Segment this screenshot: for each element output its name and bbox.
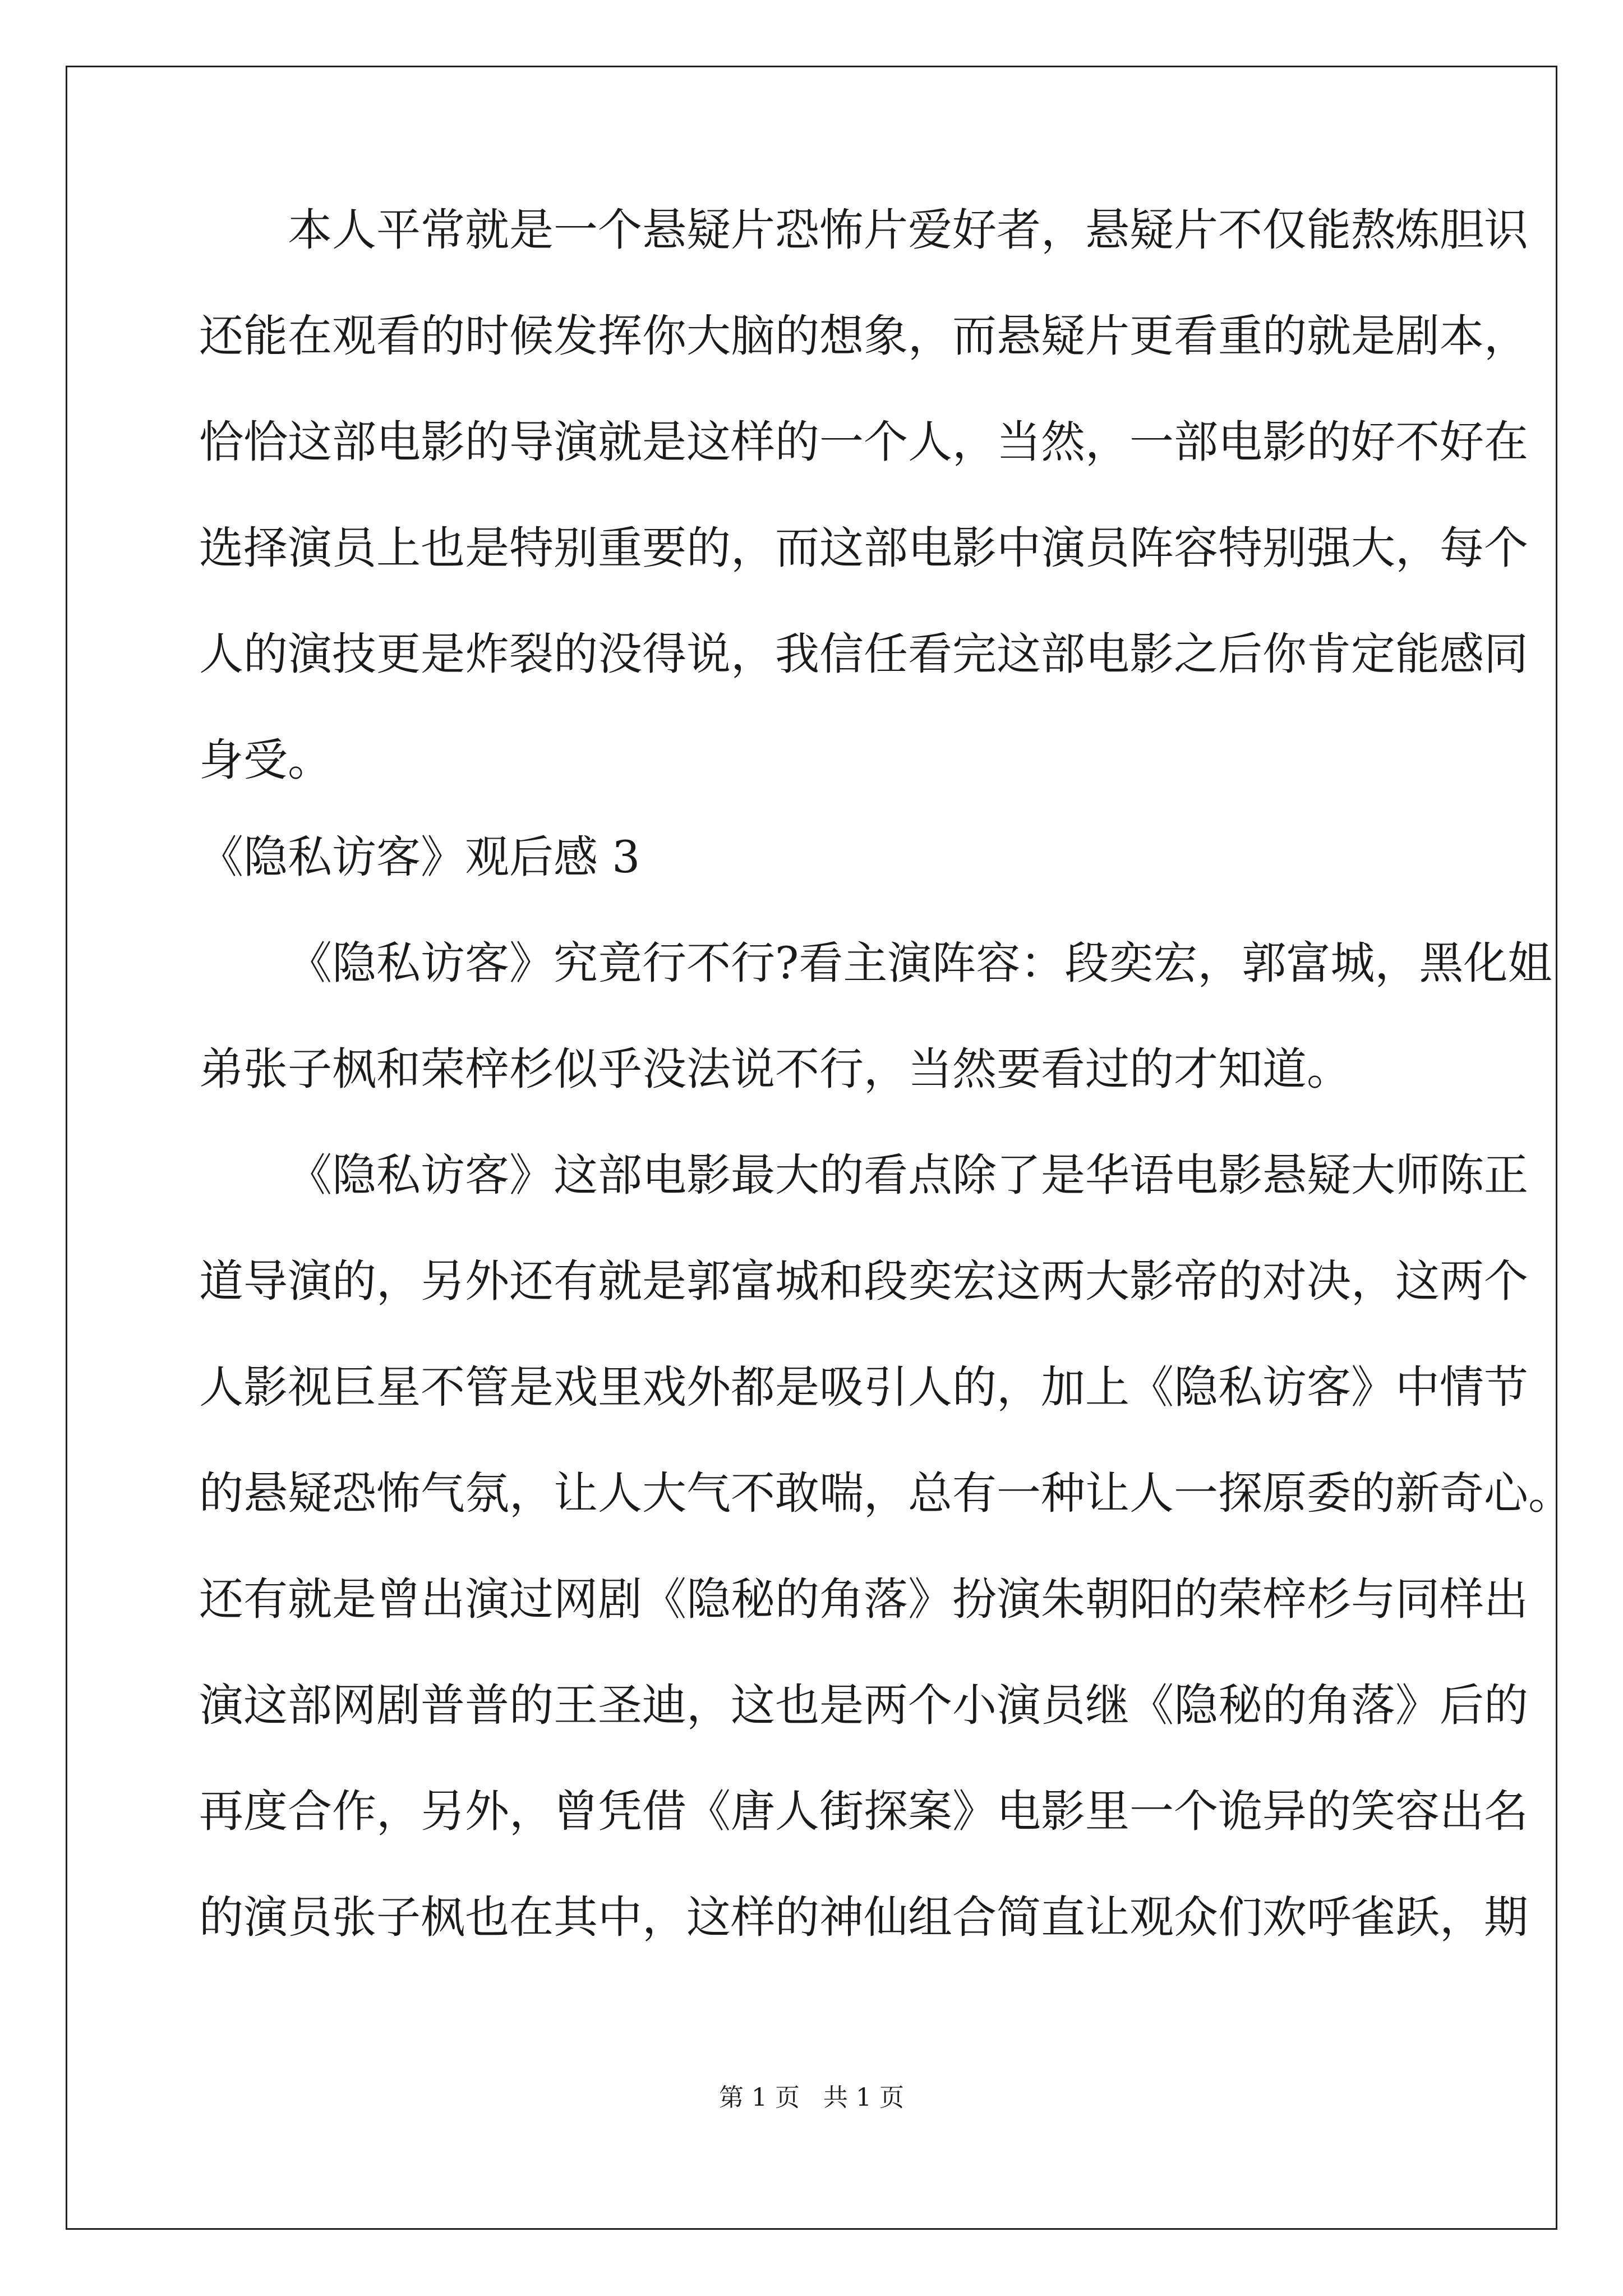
page-number-footer: 第 1 页 共 1 页 <box>719 2083 904 2112</box>
paragraph-3-line-3: 人影视巨星不管是戏里戏外都是吸引人的，加上《隐私访客》中情节 <box>199 1361 1528 1413</box>
paragraph-1-line-2: 还能在观看的时候发挥你大脑的想象，而悬疑片更看重的就是剧本， <box>199 310 1528 362</box>
paragraph-1-line-6: 身受。 <box>199 734 332 786</box>
paragraph-3-line-2: 道导演的，另外还有就是郭富城和段奕宏这两大影帝的对决，这两个 <box>199 1255 1528 1307</box>
paragraph-3-line-1: 《隐私访客》这部电影最大的看点除了是华语电影悬疑大师陈正 <box>288 1149 1528 1201</box>
paragraph-2-line-2: 弟张子枫和荣梓杉似乎没法说不行，当然要看过的才知道。 <box>199 1043 1351 1095</box>
paragraph-1-line-3: 恰恰这部电影的导演就是这样的一个人，当然，一部电影的好不好在 <box>199 416 1528 468</box>
paragraph-1-line-1: 本人平常就是一个悬疑片恐怖片爱好者，悬疑片不仅能熬炼胆识 <box>288 204 1528 256</box>
paragraph-1-line-5: 人的演技更是炸裂的没得说，我信任看完这部电影之后你肯定能感同 <box>199 628 1528 680</box>
paragraph-1-line-4: 选择演员上也是特别重要的，而这部电影中演员阵容特别强大，每个 <box>199 522 1528 574</box>
paragraph-3-line-4: 的悬疑恐怖气氛，让人大气不敢喘，总有一种让人一探原委的新奇心。 <box>199 1467 1573 1519</box>
paragraph-3-line-5: 还有就是曾出演过网剧《隐秘的角落》扮演朱朝阳的荣梓杉与同样出 <box>199 1573 1528 1625</box>
section-heading: 《隐私访客》观后感 3 <box>199 831 640 883</box>
paragraph-3-line-6: 演这部网剧普普的王圣迪，这也是两个小演员继《隐秘的角落》后的 <box>199 1680 1528 1731</box>
paragraph-3-line-8: 的演员张子枫也在其中，这样的神仙组合简直让观众们欢呼雀跃，期 <box>199 1892 1528 1943</box>
paragraph-2-line-1: 《隐私访客》究竟行不行?看主演阵容：段奕宏，郭富城，黑化姐 <box>288 937 1552 989</box>
paragraph-3-line-7: 再度合作，另外，曾凭借《唐人街探案》电影里一个诡异的笑容出名 <box>199 1786 1528 1837</box>
